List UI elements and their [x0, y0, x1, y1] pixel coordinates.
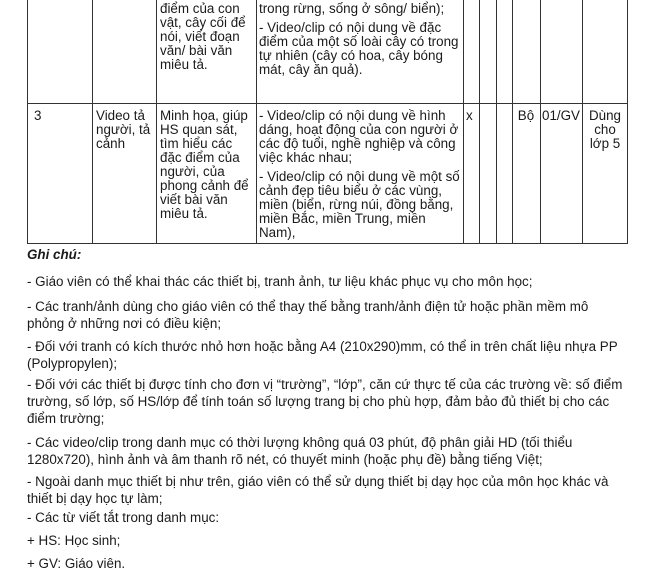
note-item: - Các video/clip trong danh mục có thời lượng không quá 03 phút, độ phân giải HD (tối thiểu 1280x720), hình ảnh và âm thanh rõ nét, có thuyết minh (hoặc phụ đề) bằng tiếng Việt;	[27, 435, 573, 467]
row3-mark: x	[466, 108, 473, 123]
row3-name: Video tả người, tả cảnh	[96, 108, 151, 151]
prev-row-content-part2: - Video/clip có nội dung về đặc điểm của một số loài cây có trong tự nhiên (cây có hoa, cây bóng mát, cây ăn quả).	[259, 20, 459, 77]
table-col-divider	[92, 0, 93, 244]
row3-unit: Bộ	[517, 108, 535, 123]
notes-title: Ghi chú:	[27, 247, 82, 262]
table-border-right	[627, 0, 628, 244]
row3-description: Minh họa, giúp HS quan sát, tìm hiểu các đặc điểm của người, của phong cảnh để viết bài văn miêu tả.	[160, 108, 249, 221]
table-col-divider	[582, 0, 583, 244]
prev-row-description: điểm của con vật, cây cối để nói, viết đoạn văn/ bài văn miêu tả.	[160, 1, 246, 72]
prev-row-content	[259, 2, 461, 77]
prev-row-content-part1: trong rừng, sống ở sông/ biển);	[259, 1, 445, 16]
row3-quantity: 01/GV	[542, 108, 580, 123]
note-item: - Các từ viết tắt trong danh mục:	[27, 510, 220, 525]
note-item: + GV: Giáo viên.	[27, 556, 126, 571]
note-item: - Giáo viên có thể khai thác các thiết bị, tranh ảnh, tư liệu khác phục vụ cho môn học;	[27, 274, 533, 289]
table-border-left	[27, 0, 28, 244]
note-item: - Các tranh/ảnh dùng cho giáo viên có thể thay thế bằng tranh/ảnh điện tử hoặc phần mềm mô phỏng ở những nơi có điều kiện;	[27, 299, 589, 331]
table-row-divider	[27, 243, 628, 244]
row3-content-part2: - Video/clip có nội dung về một số cảnh đẹp tiêu biểu ở các vùng, miền (biển, rừng núi, đồng bằng, miền Bắc, miền Trung, miền Nam),	[259, 169, 460, 240]
table-row-divider	[27, 103, 628, 104]
note-item: - Đối với các thiết bị được tính cho đơn vị “trường”, “lớp”, căn cứ thực tế của các trường về: số điểm trường, số lớp, số HS/lớp để tính toán số lượng trang bị cho phù hợp, đảm bảo đủ thiết bị cho các điểm trường;	[27, 377, 623, 426]
note-item: - Đối với tranh có kích thước nhỏ hơn hoặc bằng A4 (210x290)mm, có thể in trên chất liệu nhựa PP (Polypropylen);	[27, 339, 618, 371]
note-item: + HS: Học sinh;	[27, 533, 121, 548]
table-col-divider	[496, 0, 497, 244]
table-col-divider	[156, 0, 157, 244]
table-col-divider	[479, 0, 480, 244]
row3-content	[259, 109, 461, 240]
table-col-divider	[463, 0, 464, 244]
row3-stt: 3	[34, 108, 42, 123]
row3-content-part1: - Video/clip có nội dung về hình dáng, hoạt động của con người ở các độ tuổi, nghề nghiệp và công việc khác nhau;	[259, 108, 459, 165]
row3-note: Dùng cho lớp 5	[588, 108, 621, 151]
note-item: - Ngoài danh mục thiết bị như trên, giáo viên có thể sử dụng thiết bị dạy học của môn học khác và thiết bị dạy học tự làm;	[27, 474, 609, 506]
table-col-divider	[256, 0, 257, 244]
